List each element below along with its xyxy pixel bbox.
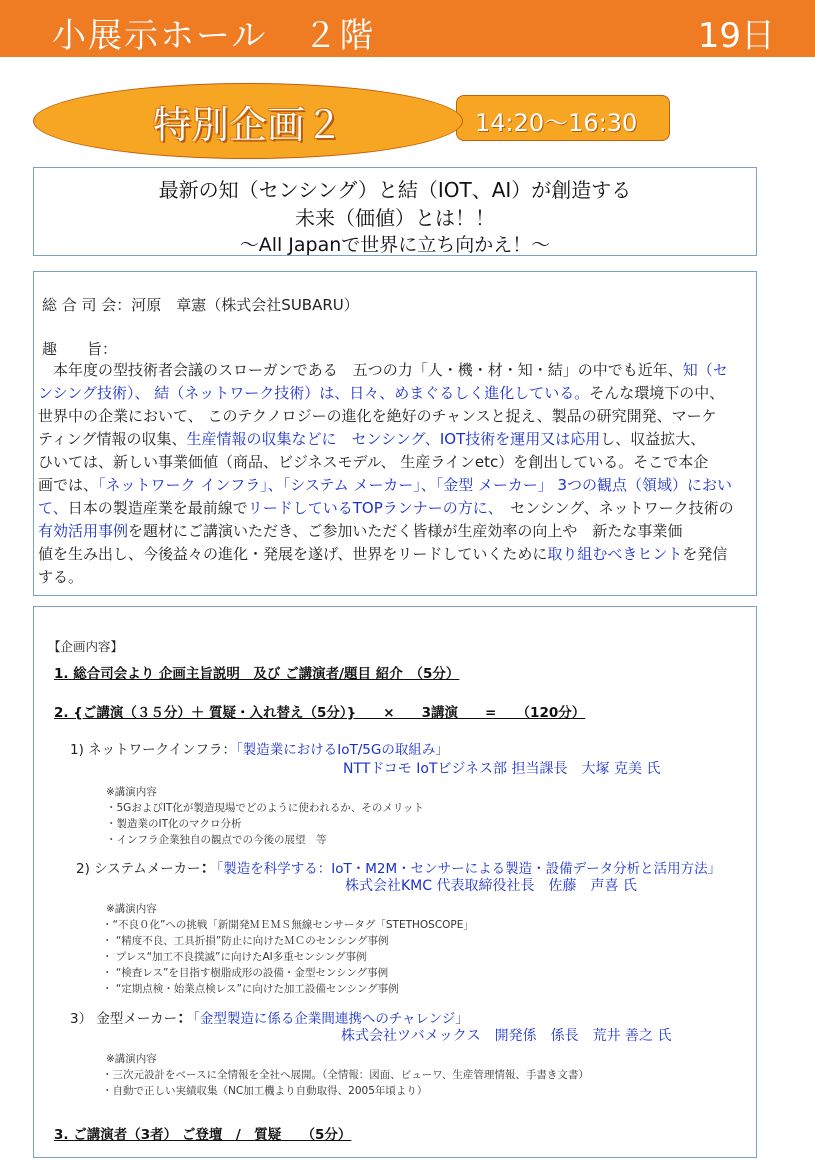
talk-2-note: ・ プレス“加工不良撲滅”に向けたAI多重センシング事例 <box>102 951 367 963</box>
special-session-badge <box>33 83 463 159</box>
title-box <box>33 167 757 256</box>
section-2: 2. {ご講演（３５分）＋ 質疑・入れ替え（5分）} × 3講演 = （120分） <box>54 705 586 721</box>
talk-2-label: 2) システムメーカー <box>76 861 201 877</box>
talk-2-speaker: 株式会社KMC 代表取締役社長 佐藤 声喜 氏 <box>345 878 637 894</box>
purpose-line-4: ティング情報の収集、生産情報の収集などに センシング、IOT技術を運用又は応用し、収益拡大、 <box>38 430 706 448</box>
purpose-line-7: て、日本の製造産業を最前線でリードしているTOPランナーの方に、 センシング、ネットワーク技術の <box>38 499 734 517</box>
special-session-label: 特別企画２ <box>152 103 343 147</box>
talk-3-note: ・自動で正しい実績収集（NC加工機より自動取得、2005年頃より） <box>102 1085 428 1097</box>
program-content-box <box>33 606 757 1158</box>
time-badge <box>456 95 670 141</box>
venue-title: 小展示ホール ２階 <box>52 16 376 56</box>
section-1: 1. 総合司会より 企画主旨説明 及び ご講演者/題目 紹介 （5分） <box>54 666 460 682</box>
talk-1-title: 「製造業におけるIoT/5Gの取組み」 <box>235 742 449 758</box>
talk-3-row: 3） 金型メーカー：「金型製造に係る企業間連携へのチャレンジ」 <box>70 1008 469 1027</box>
event-day: 19日 <box>697 16 775 56</box>
title-line-3: ～All Japanで世界に立ち向かえ！～ <box>239 234 551 256</box>
talk-1-row <box>70 738 449 758</box>
program-heading: 【企画内容】 <box>48 639 124 654</box>
section-3: 3. ご講演者（3者） ご登壇 / 質疑 （5分） <box>54 1127 352 1143</box>
purpose-line-2: ンシング技術）、 結（ネットワーク技術）は、日々、めまぐるしく進化している。そんな環境下の中、 <box>38 384 725 402</box>
talk-1-note: ・5GおよびIT化が製造現場でどのように使われるか、そのメリット <box>106 802 424 814</box>
purpose-line-3: 世界中の企業において、 このテクノロジーの進化を絶好のチャンスと捉え、製品の研究開発、マーケ <box>38 407 717 425</box>
talk-2-notes-heading: ※講演内容 <box>106 903 157 915</box>
talk-1-speaker: NTTドコモ IoTビジネス部 担当課長 大塚 克美 氏 <box>343 761 661 777</box>
purpose-line-6: 画では、「ネットワーク インフラ」、「システム メーカー」、「金型 メーカー」 3つの観点（領域）におい <box>38 476 733 494</box>
talk-2-note: ・ “定期点検・始業点検レス”に向けた加工設備センシング事例 <box>102 983 399 995</box>
purpose-line-9: 値を生み出し、今後益々の進化・発展を遂げ、世界をリードしていくために取り組むべきヒントを発信 <box>38 545 728 563</box>
talk-2-row: 2) システムメーカー：「製造を科学する：IoT・M2M・センサーによる製造・設備データ分析と活用方法」 <box>76 858 722 877</box>
talk-3-label: 3） 金型メーカー <box>70 1011 178 1027</box>
talk-3-speaker: 株式会社ツバメックス 開発係 係長 荒井 善之 氏 <box>341 1028 672 1044</box>
talk-2-note: ・“不良０化”への挑戦「新開発ＭＥＭＳ無線センサータグ「STETHOSCOPE」 <box>102 919 474 931</box>
header-bar <box>0 0 815 57</box>
purpose-line-5: ひいては、新しい事業価値（商品、ビジネスモデル、 生産ラインetc）を創出している。そこで本企 <box>38 453 709 471</box>
talk-3-notes-heading: ※講演内容 <box>106 1053 157 1065</box>
session-time: 14:20～16:30 <box>475 109 638 137</box>
talk-3-title: 「金型製造に係る企業間連携へのチャレンジ」 <box>193 1011 469 1027</box>
talk-1-notes-heading: ※講演内容 <box>106 786 157 798</box>
talk-1-note: ・製造業のIT化のマクロ分析 <box>106 818 242 830</box>
talk-1-label: 1) ネットワークインフラ： <box>70 742 236 758</box>
title-line-1: 最新の知（センシング）と結（IOT、AI）が創造する <box>158 178 632 202</box>
talk-2-title: 「製造を科学する：IoT・M2M・センサーによる製造・設備データ分析と活用方法」 <box>216 861 722 877</box>
purpose-line-8: 有効活用事例を題材にご講演いただき、ご参加いただく皆様が生産効率の向上や 新たな事業価 <box>38 522 683 540</box>
talk-2-note: ・ “検査レス”を目指す樹脂成形の設備・金型センシング事例 <box>102 967 389 979</box>
title-line-2: 未来（価値）とは！！ <box>295 206 495 230</box>
purpose-heading: 趣 旨： <box>42 340 118 358</box>
moderator-line: 総 合 司 会：河原 章憲（株式会社SUBARU） <box>42 296 359 314</box>
talk-3-note: ・三次元設計をベースに全情報を全社へ展開。（全情報：図面、ビューワ、生産管理情報、手書き文書） <box>102 1069 589 1081</box>
purpose-line-10: する。 <box>38 568 84 586</box>
overview-box <box>33 271 757 596</box>
talk-2-note: ・ “精度不良、工具折損”防止に向けたＭＣのセンシング事例 <box>102 935 389 947</box>
purpose-line-1: 本年度の型技術者会議のスローガンである 五つの力「人・機・材・知・結」の中でも近年、知（セ <box>38 361 728 379</box>
talk-1-note: ・インフラ企業独自の観点での今後の展望 等 <box>106 834 327 846</box>
